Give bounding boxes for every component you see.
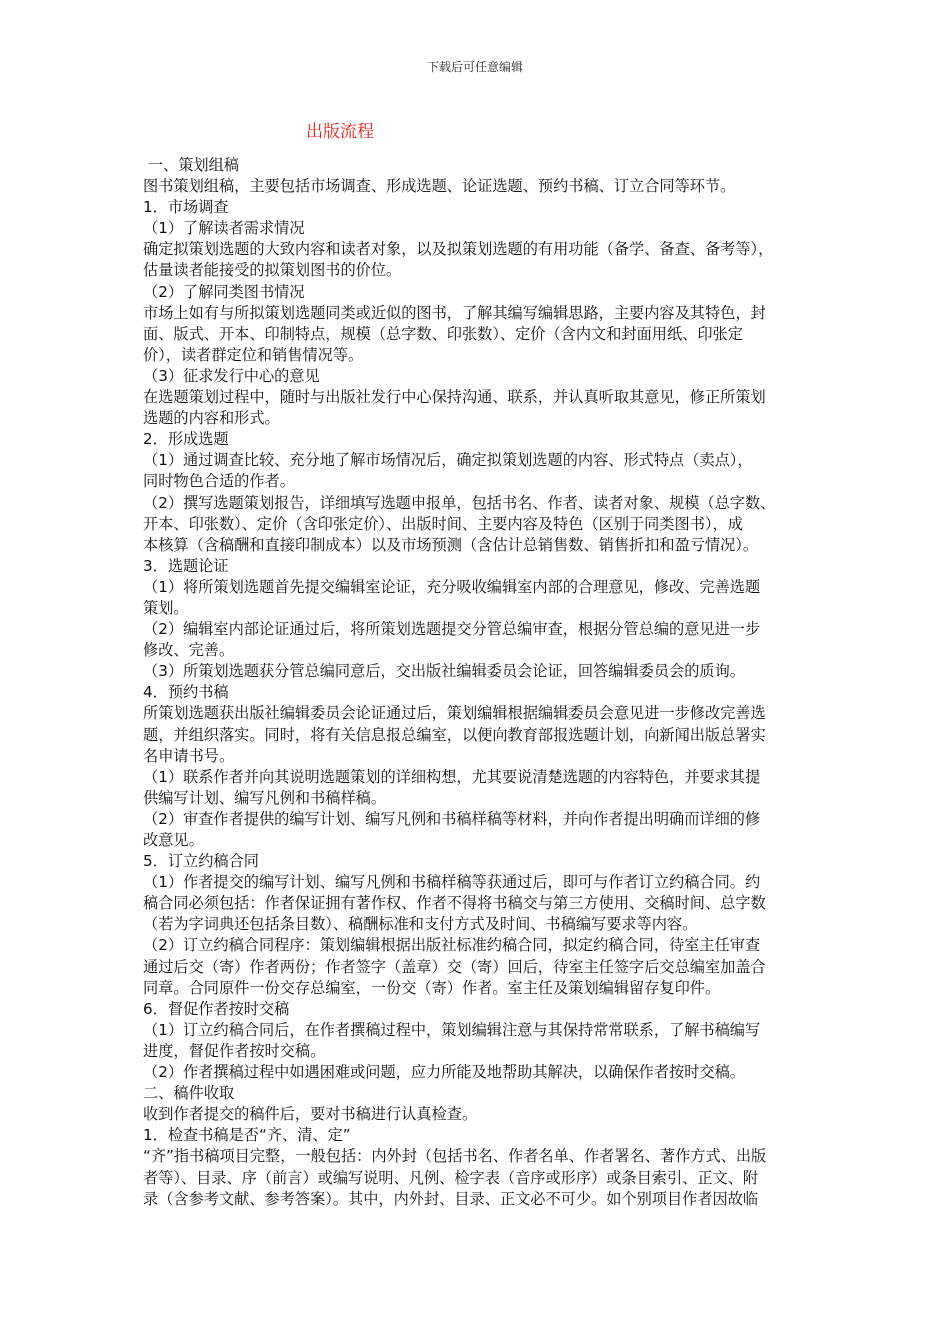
text-line: 名申请书号。 [143, 746, 235, 765]
text-line: 面、版式、开本、印制特点，规模（总字数、印张数）、定价（含内文和封面用纸、印张定 [143, 324, 743, 343]
text-line: 所策划选题获出版社编辑委员会论证通过后，策划编辑根据编辑委员会意见进一步修改完善选 [143, 704, 766, 723]
document-title: 出版流程 [306, 122, 374, 142]
text-line: 收到作者提交的稿件后，要对书稿进行认真检查。 [143, 1105, 478, 1124]
document-body [143, 155, 811, 1210]
text-line: 二、稿件收取 [143, 1084, 235, 1103]
text-line: 价），读者群定位和销售情况等。 [143, 345, 364, 364]
text-line: 题，并组织落实。同时，将有关信息报总编室，以便向教育部报选题计划，向新闻出版总署实 [143, 725, 766, 744]
text-line: 1．市场调查 [143, 198, 229, 217]
text-line: （2）编辑室内部论证通过后，将所策划选题提交分管总编审查，根据分管总编的意见进一步 [143, 620, 761, 639]
text-line: （2）了解同类图书情况 [143, 282, 305, 301]
text-line: 4．预约书稿 [143, 683, 229, 702]
text-line: （2）作者撰稿过程中如遇困难或问题，应力所能及地帮助其解决，以确保作者按时交稿。 [143, 1063, 745, 1082]
text-line: （1）作者提交的编写计划、编写凡例和书稿样稿等获通过后，即可与作者订立约稿合同。约 [143, 873, 761, 892]
text-line: 选题的内容和形式。 [143, 409, 280, 428]
text-line: 进度，督促作者按时交稿。 [143, 1041, 326, 1060]
text-line: 修改、完善。 [143, 641, 235, 660]
text-line: 2．形成选题 [143, 430, 229, 449]
header-note: 下载后可任意编辑 [426, 60, 523, 74]
text-line: 通过后交（寄）作者两份；作者签字（盖章）交（寄）回后，待室主任签字后交总编室加盖合 [143, 957, 766, 976]
text-line: 录（含参考文献、参考答案）。其中，内外封、目录、正文必不可少。如个别项目作者因故临 [143, 1189, 759, 1208]
text-line: 1．检查书稿是否“齐、清、定” [143, 1126, 351, 1145]
text-line: 3．选题论证 [143, 556, 229, 575]
text-line: 一、策划组稿 [143, 156, 239, 174]
text-line: （3）所策划选题获分管总编同意后，交出版社编辑委员会论证，回答编辑委员会的质询。 [143, 662, 745, 681]
text-line: 估量读者能接受的拟策划图书的价位。 [143, 261, 402, 280]
text-line: 市场上如有与所拟策划选题同类或近似的图书，了解其编写编辑思路，主要内容及其特色，封 [143, 303, 766, 322]
text-line: （1）联系作者并向其说明选题策划的详细构想，尤其要说清楚选题的内容特色，并要求其提 [143, 767, 761, 786]
text-line: 在选题策划过程中，随时与出版社发行中心保持沟通、联系，并认真听取其意见，修正所策划 [143, 388, 766, 407]
text-line: 改意见。 [143, 831, 204, 849]
text-line: 6．督促作者按时交稿 [143, 999, 290, 1018]
text-line: 确定拟策划选题的大致内容和读者对象，以及拟策划选题的有用功能（备学、备查、备考等）， [143, 240, 774, 259]
text-line: 本核算（含稿酬和直接印制成本）以及市场预测（含估计总销售数、销售折扣和盈亏情况）。 [143, 535, 759, 554]
text-line: 5．订立约稿合同 [143, 852, 259, 871]
text-line: （2）订立约稿合同程序：策划编辑根据出版社标准约稿合同，拟定约稿合同，待室主任审查 [143, 936, 761, 955]
text-line: 策划。 [143, 598, 189, 617]
text-line: 者等）、目录、序（前言）或编写说明、凡例、检字表（音序或形序）或条目索引、正文、附 [143, 1168, 759, 1187]
text-line: 稿合同必须包括：作者保证拥有著作权、作者不得将书稿交与第三方使用、交稿时间、总字数 [143, 894, 766, 913]
text-line: 同章。合同原件一份交存总编室，一份交（寄）作者。室主任及策划编辑留存复印件。 [143, 978, 721, 997]
text-line: 供编写计划、编写凡例和书稿样稿。 [143, 788, 386, 807]
text-line: （1）将所策划选题首先提交编辑室论证，充分吸收编辑室内部的合理意见，修改、完善选题 [143, 577, 761, 596]
text-line: “齐”指书稿项目完整，一般包括：内外封（包括书名、作者名单、作者署名、著作方式、出版 [143, 1147, 767, 1166]
text-line: （1）通过调查比较、充分地了解市场情况后，确定拟策划选题的内容、形式特点（卖点）， [143, 451, 753, 470]
text-line: 图书策划组稿，主要包括市场调查、形成选题、论证选题、预约书稿、订立合同等环节。 [143, 177, 736, 196]
text-line: （若为字词典还包括条目数）、稿酬标准和支付方式及时间、书稿编写要求等内容。 [143, 915, 698, 934]
text-line: （1）了解读者需求情况 [143, 219, 305, 238]
text-line: （2）审查作者提供的编写计划、编写凡例和书稿样稿等材料，并向作者提出明确而详细的修 [143, 809, 761, 828]
text-line: （3）征求发行中心的意见 [143, 366, 320, 385]
text-line: （2）撰写选题策划报告，详细填写选题申报单，包括书名、作者、读者对象、规模（总字数、 [143, 493, 776, 512]
text-line: 开本、印张数）、定价（含印张定价）、出版时间、主要内容及特色（区别于同类图书），成 [143, 514, 743, 533]
text-line: （1）订立约稿合同后，在作者撰稿过程中，策划编辑注意与其保持常常联系，了解书稿编写 [143, 1020, 761, 1039]
text-line: 同时物色合适的作者。 [143, 472, 295, 491]
